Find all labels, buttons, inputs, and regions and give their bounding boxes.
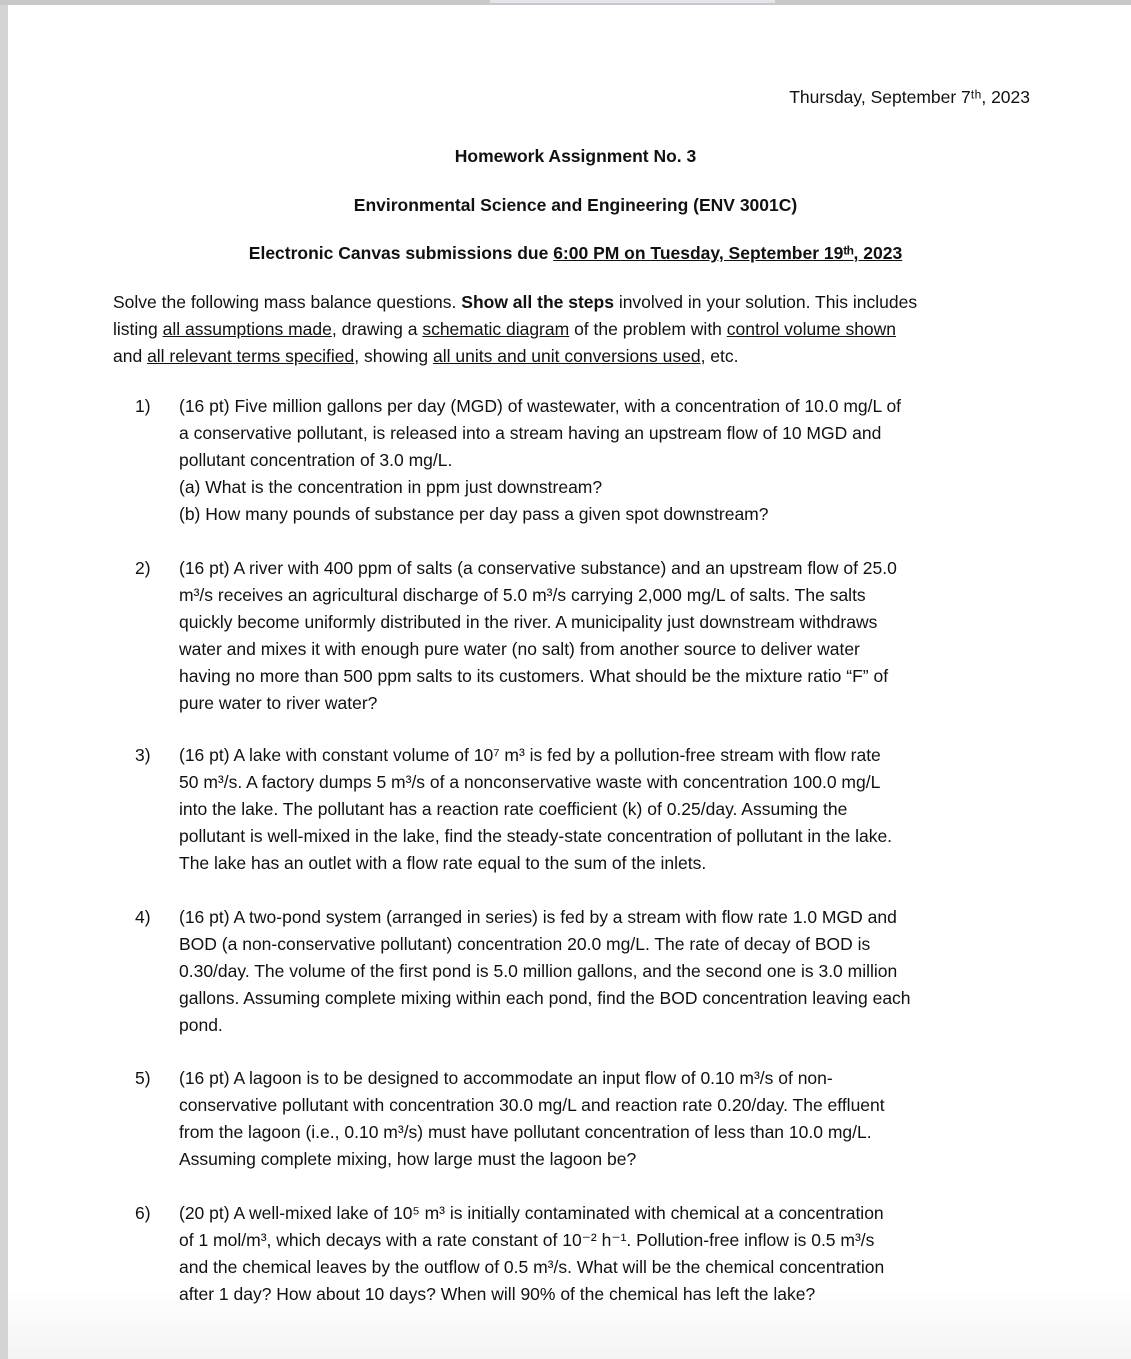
question-line: pollutant is well-mixed in the lake, find the steady-state concentration of pollutant in the lake.	[179, 826, 893, 846]
text: , etc.	[700, 346, 739, 366]
question-line: into the lake. The pollutant has a reaction rate coefficient (k) of 0.25/day. Assuming the	[179, 799, 848, 819]
question-number: 6)	[135, 1203, 151, 1223]
course-name: Environmental Science and Engineering (ENV 3001C)	[353, 195, 798, 215]
question-text	[179, 393, 901, 528]
instruction-line	[113, 343, 917, 370]
question-line: gallons. Assuming complete mixing within each pond, find the BOD concentration leaving each	[179, 988, 911, 1008]
question-line: having no more than 500 ppm salts to its customers. What should be the mixture ratio “F” of	[179, 666, 889, 686]
text: involved in your solution. This includes	[613, 292, 918, 312]
question-line: The lake has an outlet with a flow rate equal to the sum of the inlets.	[179, 853, 707, 873]
underlined-text: all units and unit conversions used	[433, 346, 701, 366]
viewer-tab	[490, 0, 775, 3]
due-deadline: 6:00 PM on Tuesday, September 19ᵗʰ, 2023	[553, 243, 903, 263]
question-line: (16 pt) A lake with constant volume of 10⁷ m³ is fed by a pollution-free stream with flow rate	[179, 745, 881, 765]
question-line: (16 pt) A lagoon is to be designed to accommodate an input flow of 0.10 m³/s of non-	[179, 1068, 833, 1088]
underlined-text: control volume shown	[726, 319, 897, 339]
question-line: m³/s receives an agricultural discharge of 5.0 m³/s carrying 2,000 mg/L of salts. The salts	[179, 585, 866, 605]
question-text	[179, 742, 892, 877]
underlined-text: all relevant terms specified	[147, 346, 355, 366]
question-text	[179, 904, 911, 1039]
document-date: Thursday, September 7ᵗʰ, 2023	[789, 87, 1030, 107]
question-line: pure water to river water?	[179, 693, 378, 713]
question-line: (20 pt) A well-mixed lake of 10⁵ m³ is initially contaminated with chemical at a concentration	[179, 1203, 884, 1223]
question-text	[179, 1065, 885, 1173]
question-line: Assuming complete mixing, how large must the lagoon be?	[179, 1149, 637, 1169]
question-line: quickly become uniformly distributed in the river. A municipality just downstream withdraws	[179, 612, 878, 632]
question-line: pond.	[179, 1015, 223, 1035]
question-number: 1)	[135, 396, 151, 416]
question-line: water and mixes it with enough pure water (no salt) from another source to deliver water	[179, 639, 860, 659]
text: and	[113, 346, 148, 366]
question-line: 0.30/day. The volume of the first pond is 5.0 million gallons, and the second one is 3.0 million	[179, 961, 898, 981]
text: of the problem with	[569, 319, 727, 339]
text: Solve the following mass balance questions.	[113, 292, 462, 312]
question-line: (b) How many pounds of substance per day pass a given spot downstream?	[179, 504, 769, 524]
due-line	[8, 240, 1131, 267]
instruction-line	[113, 316, 917, 343]
question-line: conservative pollutant with concentration 30.0 mg/L and reaction rate 0.20/day. The effluent	[179, 1095, 885, 1115]
question-number: 2)	[135, 558, 151, 578]
question-line: (16 pt) A river with 400 ppm of salts (a conservative substance) and an upstream flow of 25.0	[179, 558, 897, 578]
viewer-left-edge	[0, 5, 8, 1359]
question-number: 5)	[135, 1068, 151, 1088]
instruction-line	[113, 289, 917, 316]
text: listing	[113, 319, 163, 339]
underlined-text: all assumptions made	[162, 319, 332, 339]
text: , drawing a	[331, 319, 423, 339]
question-line: (a) What is the concentration in ppm just downstream?	[179, 477, 603, 497]
due-prefix: Electronic Canvas submissions due	[248, 243, 554, 263]
question-line: BOD (a non-conservative pollutant) concentration 20.0 mg/L. The rate of decay of BOD is	[179, 934, 871, 954]
question-text	[179, 1200, 884, 1308]
question-line: and the chemical leaves by the outflow of 0.5 m³/s. What will be the chemical concentration	[179, 1257, 885, 1277]
question-number: 3)	[135, 745, 151, 765]
question-line: of 1 mol/m³, which decays with a rate constant of 10⁻² h⁻¹. Pollution-free inflow is 0.5 m³/s	[179, 1230, 875, 1250]
question-number: 4)	[135, 907, 151, 927]
question-line: 50 m³/s. A factory dumps 5 m³/s of a nonconservative waste with concentration 100.0 mg/L	[179, 772, 881, 792]
question-line: (16 pt) Five million gallons per day (MGD) of wastewater, with a concentration of 10.0 mg/L of	[179, 396, 902, 416]
question-line: pollutant concentration of 3.0 mg/L.	[179, 450, 453, 470]
underlined-text: schematic diagram	[422, 319, 570, 339]
text: , showing	[354, 346, 434, 366]
instructions	[113, 289, 917, 370]
document-title: Homework Assignment No. 3	[454, 146, 697, 166]
question-text	[179, 555, 897, 717]
question-line: from the lagoon (i.e., 0.10 m³/s) must have pollutant concentration of less than 10.0 mg/L.	[179, 1122, 872, 1142]
question-line: (16 pt) A two-pond system (arranged in series) is fed by a stream with flow rate 1.0 MGD and	[179, 907, 897, 927]
bold-text: Show all the steps	[461, 292, 614, 312]
question-line: a conservative pollutant, is released into a stream having an upstream flow of 10 MGD and	[179, 423, 882, 443]
question-line: after 1 day? How about 10 days? When will 90% of the chemical has left the lake?	[179, 1284, 816, 1304]
